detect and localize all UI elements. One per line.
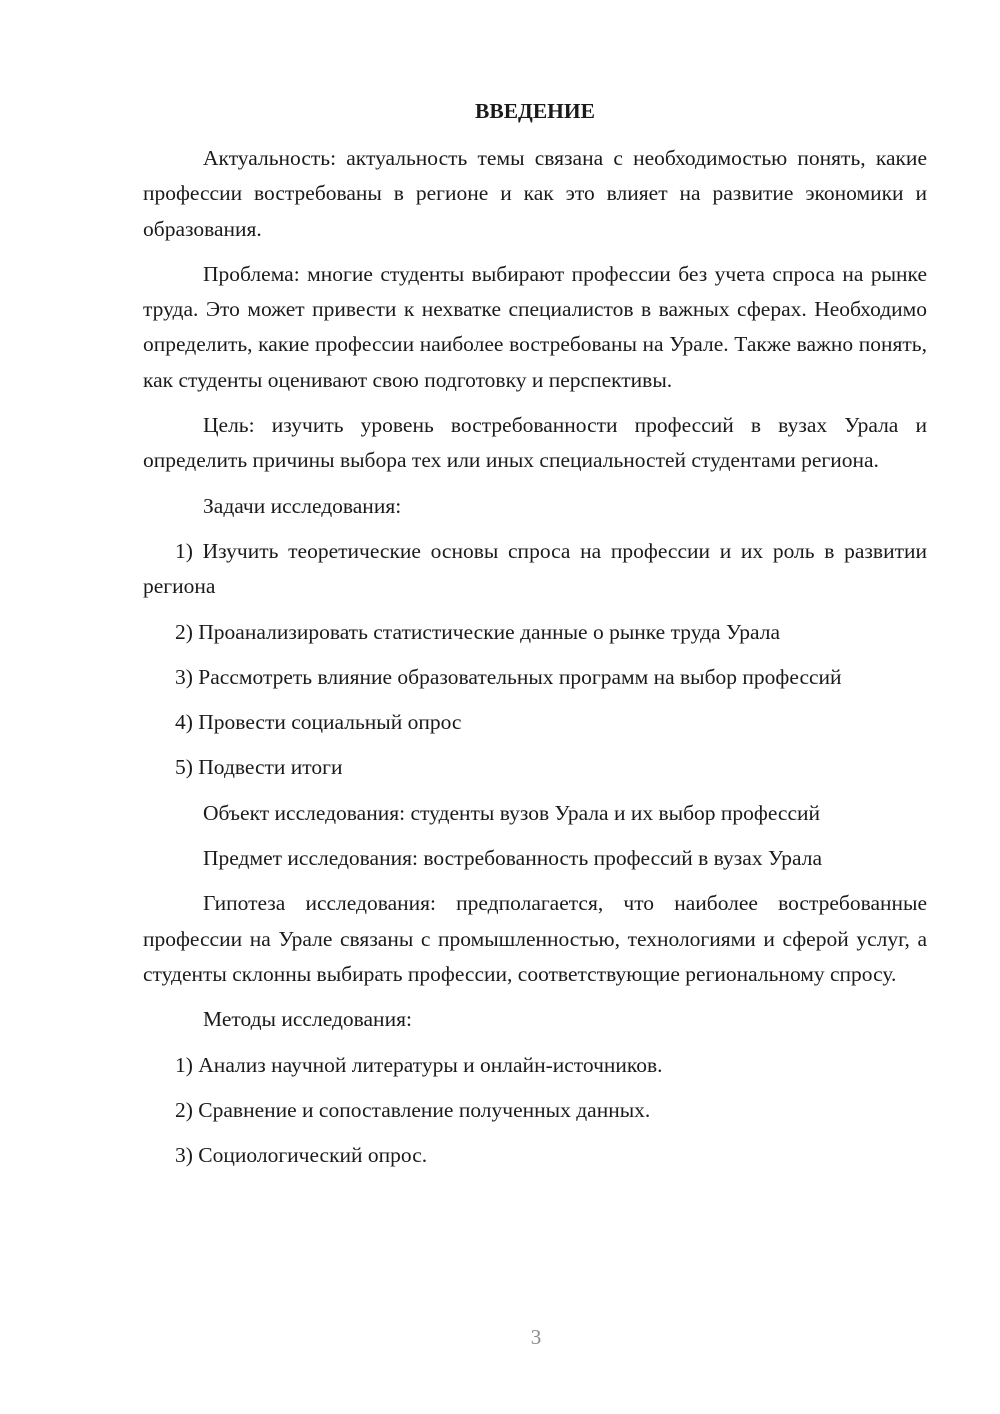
problem-paragraph: Проблема: многие студенты выбирают профессии без учета спроса на рынке труда. Это может привести к нехватке специалистов в важных сферах. Необходимо определить, какие профессии наиболее востребованы на Урале. Также важно понять, как студенты оценивают свою подготовку и перспективы. [143, 261, 927, 392]
goal-paragraph: Цель: изучить уровень востребованности профессий в вузах Урала и определить причины выбора тех или иных специальностей студентами региона. [143, 413, 927, 473]
task-item-3: 3) Рассмотреть влияние образовательных программ на выбор профессий [175, 664, 842, 689]
hypothesis-paragraph: Гипотеза исследования: предполагается, что наиболее востребованные профессии на Урале связаны с промышленностью, технологиями и сферой услуг, а студенты склонны выбирать профессии, соответствующие региональному спросу. [143, 891, 927, 986]
task-item-4: 4) Провести социальный опрос [175, 710, 462, 735]
page-title: ВВЕДЕНИЕ [475, 99, 595, 123]
methods-heading: Методы исследования: [203, 1007, 412, 1032]
page-content [143, 94, 927, 1183]
method-item-1: 1) Анализ научной литературы и онлайн-источников. [175, 1052, 663, 1077]
method-item-2: 2) Сравнение и сопоставление полученных данных. [175, 1097, 651, 1122]
method-item-3: 3) Социологический опрос. [175, 1143, 428, 1168]
task-item-5: 5) Подвести итоги [175, 755, 343, 780]
relevance-paragraph: Актуальность: актуальность темы связана с необходимостью понять, какие профессии востребованы в регионе и как это влияет на развитие экономики и образования. [143, 146, 927, 241]
task-item-2: 2) Проанализировать статистические данные о рынке труда Урала [175, 619, 781, 644]
subject-paragraph: Предмет исследования: востребованность профессий в вузах Урала [203, 846, 823, 871]
task-item-1: 1) Изучить теоретические основы спроса на профессии и их роль в развитии региона [143, 538, 927, 599]
object-paragraph: Объект исследования: студенты вузов Урала и их выбор профессий [203, 800, 821, 825]
tasks-heading: Задачи исследования: [203, 493, 402, 518]
page-number: 3 [530, 1325, 542, 1349]
